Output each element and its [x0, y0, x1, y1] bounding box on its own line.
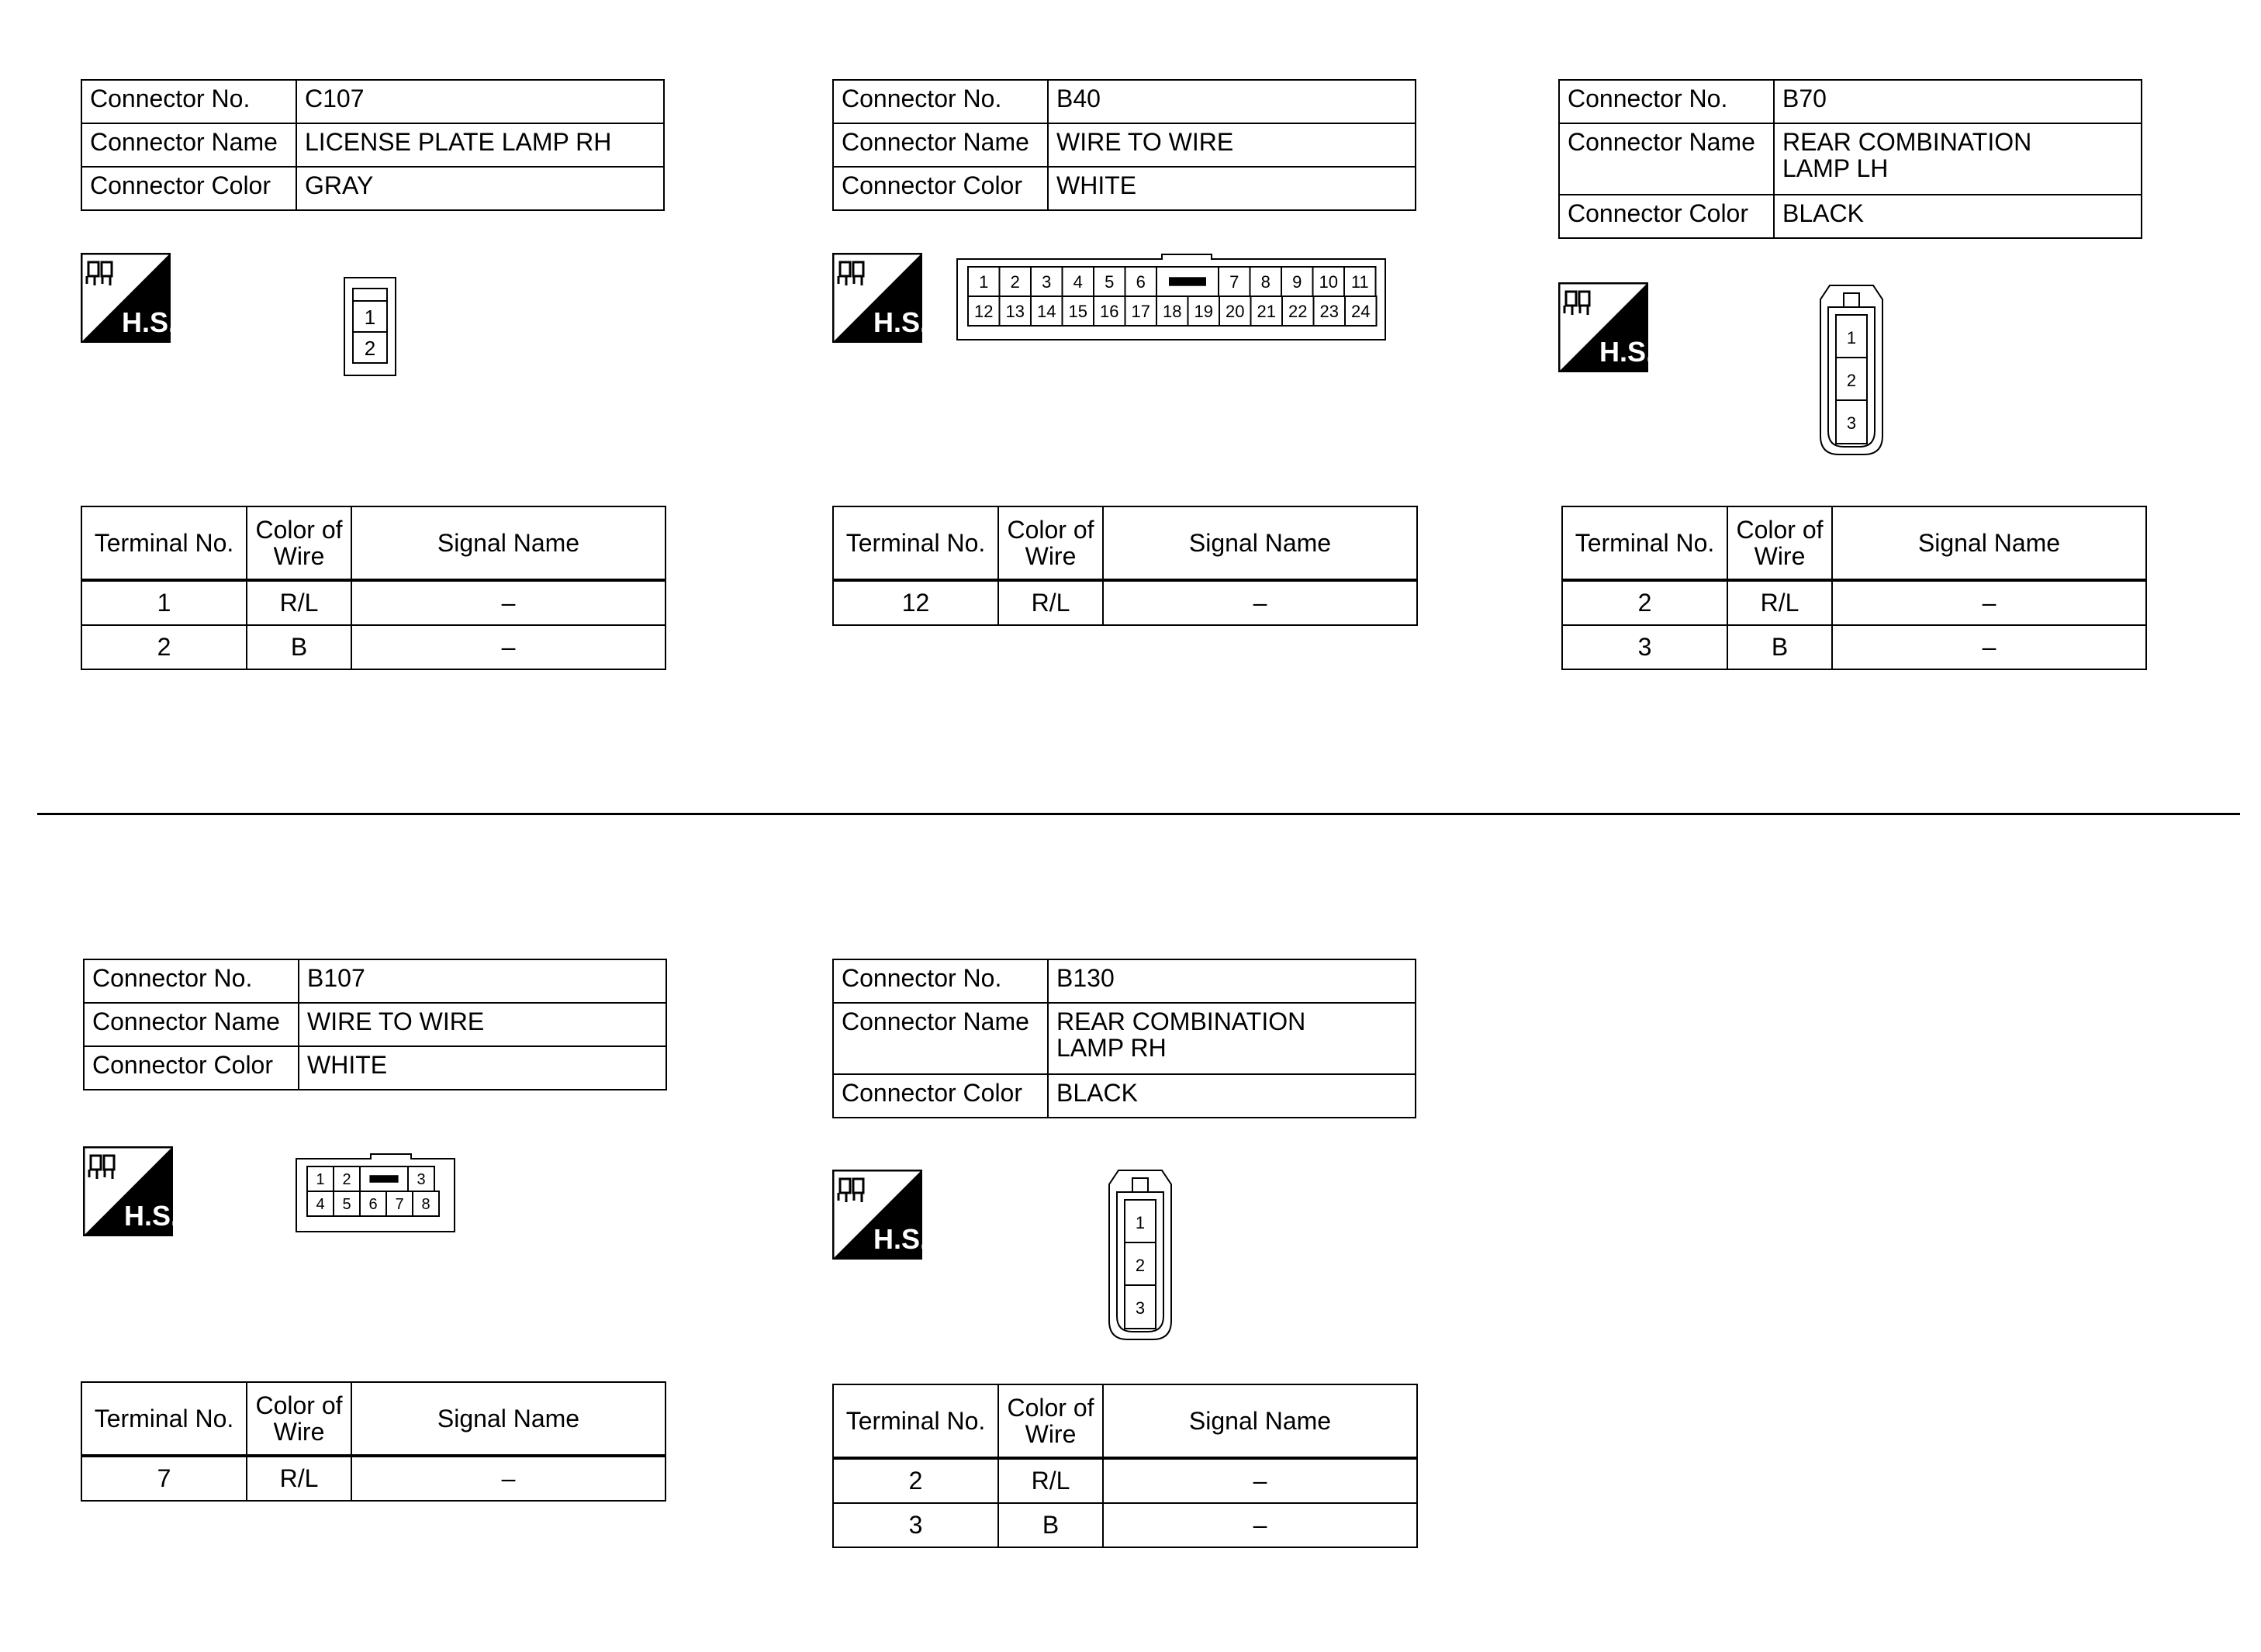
pin-label: 20: [1226, 301, 1245, 321]
connector-no: C107: [296, 80, 664, 123]
pin-label: 4: [316, 1196, 325, 1214]
pin-label: 16: [1100, 301, 1119, 321]
connector-face-diagram: [1108, 1169, 1173, 1341]
wire-color: B: [1727, 625, 1832, 669]
pin-label: 6: [1136, 271, 1146, 292]
pin-label: 1: [364, 306, 376, 329]
signal-name: –: [351, 1456, 666, 1501]
header-color-of-wire: Color of Wire: [247, 1382, 351, 1456]
table-row: [1562, 625, 2146, 669]
pin-label: 14: [1037, 301, 1056, 321]
connector-name: REAR COMBINATION LAMP RH: [1048, 1003, 1416, 1074]
pin-label: 13: [1005, 301, 1025, 321]
signal-name: –: [1832, 625, 2146, 669]
pin-label: 12: [974, 301, 994, 321]
harness-side-icon: [81, 253, 171, 343]
wire-color: R/L: [998, 580, 1103, 625]
terminal-no: 7: [81, 1456, 247, 1501]
label-connector-no: Connector No.: [833, 80, 1048, 123]
connector-info-table: [832, 959, 1416, 1118]
label-connector-no: Connector No.: [81, 80, 296, 123]
connector-face-diagram: [1819, 284, 1884, 456]
terminal-table: [81, 1381, 666, 1502]
label-connector-name: Connector Name: [833, 1003, 1048, 1074]
pin-label: 2: [364, 337, 376, 360]
connector-face-diagram: [343, 276, 397, 377]
connector-color: GRAY: [296, 167, 664, 210]
wire-color: R/L: [998, 1458, 1103, 1503]
harness-side-icon: [83, 1146, 173, 1236]
label-connector-color: Connector Color: [84, 1046, 299, 1090]
connector-name: REAR COMBINATION LAMP LH: [1774, 123, 2142, 195]
pin-label: 10: [1319, 271, 1338, 292]
harness-side-icon: [832, 1170, 922, 1260]
header-terminal-no: Terminal No.: [833, 506, 998, 580]
label-connector-no: Connector No.: [84, 959, 299, 1003]
connector-info-table: [81, 79, 665, 211]
pin-label: 3: [1042, 271, 1052, 292]
connector-no: B70: [1774, 80, 2142, 123]
header-terminal-no: Terminal No.: [81, 1382, 247, 1456]
pin-label: 4: [1073, 271, 1083, 292]
pin-label: 7: [1229, 271, 1239, 292]
table-row: [81, 625, 666, 669]
terminal-table: [81, 506, 666, 670]
connector-color: BLACK: [1774, 195, 2142, 238]
label-connector-color: Connector Color: [81, 167, 296, 210]
connector-face-diagram: [956, 253, 1387, 341]
label-connector-name: Connector Name: [1559, 123, 1774, 195]
connector-face-diagram: [295, 1153, 456, 1233]
connector-color: BLACK: [1048, 1074, 1416, 1118]
pin-label: 2: [1846, 371, 1857, 390]
connector-info-table: [1558, 79, 2142, 239]
pin-label: 2: [1010, 271, 1020, 292]
wire-color: R/L: [247, 1456, 351, 1501]
pin-label: 2: [1135, 1256, 1146, 1275]
connector-name: WIRE TO WIRE: [1048, 123, 1416, 167]
label-connector-color: Connector Color: [833, 1074, 1048, 1118]
header-terminal-no: Terminal No.: [833, 1384, 998, 1458]
signal-name: –: [351, 580, 666, 625]
terminal-table: [832, 506, 1418, 626]
pin-label: 22: [1288, 301, 1308, 321]
pin-label: 23: [1319, 301, 1339, 321]
label-connector-name: Connector Name: [81, 123, 296, 167]
header-signal-name: Signal Name: [351, 1382, 666, 1456]
connector-color: WHITE: [1048, 167, 1416, 210]
terminal-no: 3: [833, 1503, 998, 1547]
connector-name: WIRE TO WIRE: [299, 1003, 666, 1046]
pin-label: 3: [1135, 1298, 1146, 1318]
pin-label: 1: [979, 271, 989, 292]
connector-no: B40: [1048, 80, 1416, 123]
table-row: [1562, 580, 2146, 625]
table-row: [833, 580, 1417, 625]
terminal-table: [1561, 506, 2147, 670]
terminal-no: 1: [81, 580, 247, 625]
terminal-no: 2: [833, 1458, 998, 1503]
connector-info-table: [832, 79, 1416, 211]
section-divider: [37, 813, 2240, 815]
connector-no: B130: [1048, 959, 1416, 1003]
pin-label: 1: [316, 1171, 325, 1189]
connector-no: B107: [299, 959, 666, 1003]
table-row: [833, 1503, 1417, 1547]
label-connector-name: Connector Name: [84, 1003, 299, 1046]
label-connector-no: Connector No.: [833, 959, 1048, 1003]
header-terminal-no: Terminal No.: [1562, 506, 1727, 580]
harness-side-icon: [832, 253, 922, 343]
pin-label: 6: [368, 1196, 378, 1214]
header-color-of-wire: Color of Wire: [247, 506, 351, 580]
latch-mark: [369, 1175, 398, 1183]
pin-label: 3: [1846, 413, 1857, 433]
table-row: [81, 580, 666, 625]
pin-label: 24: [1351, 301, 1371, 321]
terminal-no: 3: [1562, 625, 1727, 669]
header-terminal-no: Terminal No.: [81, 506, 247, 580]
pin-label: 2: [342, 1171, 351, 1189]
connector-info-table: [83, 959, 667, 1090]
pin-label: 19: [1194, 301, 1213, 321]
latch-mark: [1169, 277, 1206, 285]
pin-label: 3: [417, 1171, 426, 1189]
harness-side-icon: [1558, 282, 1648, 372]
signal-name: –: [1103, 580, 1417, 625]
header-color-of-wire: Color of Wire: [1727, 506, 1832, 580]
pin-label: 17: [1131, 301, 1150, 321]
header-signal-name: Signal Name: [1832, 506, 2146, 580]
pin-label: 1: [1135, 1213, 1146, 1232]
table-row: [81, 1456, 666, 1501]
terminal-no: 2: [81, 625, 247, 669]
pin-label: 5: [342, 1196, 351, 1214]
pin-label: 5: [1105, 271, 1115, 292]
signal-name: –: [1103, 1503, 1417, 1547]
label-connector-color: Connector Color: [1559, 195, 1774, 238]
label-connector-no: Connector No.: [1559, 80, 1774, 123]
connector-color: WHITE: [299, 1046, 666, 1090]
signal-name: –: [351, 625, 666, 669]
connector-name: LICENSE PLATE LAMP RH: [296, 123, 664, 167]
signal-name: –: [1103, 1458, 1417, 1503]
wire-color: R/L: [247, 580, 351, 625]
terminal-no: 2: [1562, 580, 1727, 625]
pin-label: 7: [395, 1196, 404, 1214]
pin-label: 11: [1350, 271, 1369, 292]
pin-label: 18: [1163, 301, 1182, 321]
wire-color: R/L: [1727, 580, 1832, 625]
pin-label: 21: [1257, 301, 1276, 321]
header-color-of-wire: Color of Wire: [998, 1384, 1103, 1458]
header-signal-name: Signal Name: [1103, 506, 1417, 580]
header-color-of-wire: Color of Wire: [998, 506, 1103, 580]
wire-color: B: [247, 625, 351, 669]
pin-label: 8: [1260, 271, 1271, 292]
terminal-table: [832, 1384, 1418, 1548]
table-row: [833, 1458, 1417, 1503]
signal-name: –: [1832, 580, 2146, 625]
pin-label: 15: [1068, 301, 1087, 321]
header-signal-name: Signal Name: [351, 506, 666, 580]
terminal-no: 12: [833, 580, 998, 625]
label-connector-name: Connector Name: [833, 123, 1048, 167]
pin-label: 1: [1846, 328, 1857, 347]
label-connector-color: Connector Color: [833, 167, 1048, 210]
pin-label: 8: [421, 1196, 430, 1214]
wire-color: B: [998, 1503, 1103, 1547]
header-signal-name: Signal Name: [1103, 1384, 1417, 1458]
pin-label: 9: [1292, 271, 1302, 292]
